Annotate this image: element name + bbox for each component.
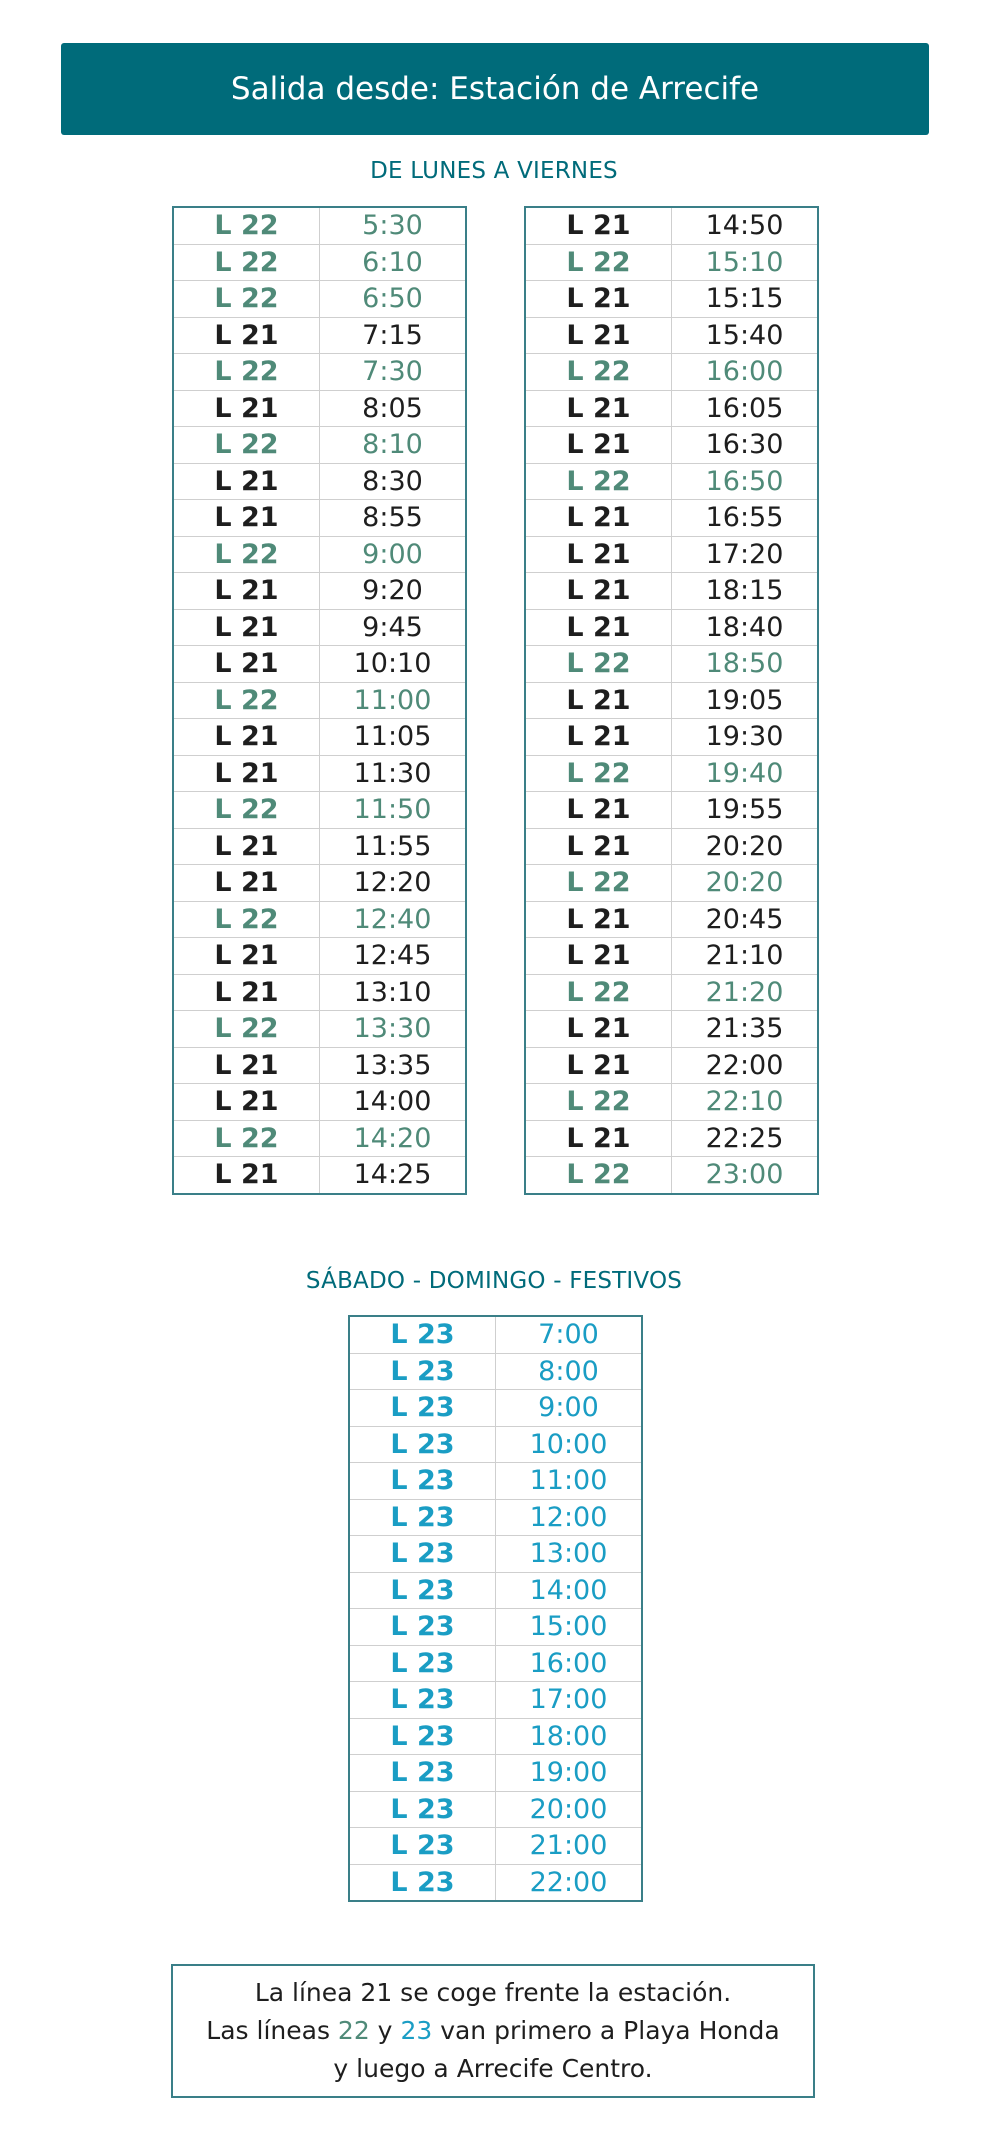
line-cell: L 22 xyxy=(525,354,672,391)
schedule-row xyxy=(173,536,466,573)
schedule-row xyxy=(349,1390,642,1427)
time-cell: 14:25 xyxy=(320,1157,467,1194)
schedule-row xyxy=(173,792,466,829)
schedule-row xyxy=(173,354,466,391)
schedule-row xyxy=(349,1353,642,1390)
time-cell: 14:00 xyxy=(496,1572,643,1609)
info-note xyxy=(171,1964,815,2098)
time-cell: 19:30 xyxy=(672,719,819,756)
time-cell: 14:20 xyxy=(320,1120,467,1157)
time-cell: 19:55 xyxy=(672,792,819,829)
schedule-row xyxy=(525,390,818,427)
time-cell: 11:30 xyxy=(320,755,467,792)
schedule-row xyxy=(349,1718,642,1755)
time-cell: 12:00 xyxy=(496,1499,643,1536)
schedule-row xyxy=(525,463,818,500)
schedule-row xyxy=(173,1047,466,1084)
time-cell: 19:00 xyxy=(496,1755,643,1792)
line-cell: L 22 xyxy=(173,1120,320,1157)
time-cell: 8:30 xyxy=(320,463,467,500)
schedule-row xyxy=(525,427,818,464)
line-cell: L 21 xyxy=(525,317,672,354)
schedule-row xyxy=(173,646,466,683)
time-cell: 11:00 xyxy=(320,682,467,719)
line-cell: L 21 xyxy=(525,938,672,975)
schedule-row xyxy=(173,207,466,244)
line-cell: L 21 xyxy=(525,792,672,829)
weekend-body xyxy=(349,1316,642,1901)
line-cell: L 21 xyxy=(173,755,320,792)
line-cell: L 21 xyxy=(173,828,320,865)
weekday-schedule-left xyxy=(172,206,467,1195)
line-cell: L 21 xyxy=(173,938,320,975)
line-cell: L 23 xyxy=(349,1755,496,1792)
line-cell: L 23 xyxy=(349,1609,496,1646)
time-cell: 7:15 xyxy=(320,317,467,354)
time-cell: 9:00 xyxy=(320,536,467,573)
schedule-row xyxy=(525,719,818,756)
time-cell: 13:00 xyxy=(496,1536,643,1573)
line-cell: L 23 xyxy=(349,1718,496,1755)
schedule-row xyxy=(349,1791,642,1828)
line-cell: L 21 xyxy=(525,1047,672,1084)
line-cell: L 23 xyxy=(349,1499,496,1536)
time-cell: 14:50 xyxy=(672,207,819,244)
line-cell: L 22 xyxy=(173,1011,320,1048)
schedule-row xyxy=(525,536,818,573)
time-cell: 19:40 xyxy=(672,755,819,792)
schedule-row xyxy=(349,1682,642,1719)
time-cell: 19:05 xyxy=(672,682,819,719)
weekend-schedule xyxy=(348,1315,643,1902)
time-cell: 10:10 xyxy=(320,646,467,683)
time-cell: 9:20 xyxy=(320,573,467,610)
time-cell: 20:20 xyxy=(672,865,819,902)
time-cell: 15:10 xyxy=(672,244,819,281)
schedule-row xyxy=(525,938,818,975)
time-cell: 21:00 xyxy=(496,1828,643,1865)
schedule-row xyxy=(173,1011,466,1048)
schedule-row xyxy=(525,354,818,391)
line-cell: L 21 xyxy=(525,828,672,865)
line-cell: L 21 xyxy=(525,901,672,938)
line-cell: L 21 xyxy=(525,281,672,318)
schedule-row xyxy=(525,792,818,829)
line-cell: L 21 xyxy=(525,500,672,537)
schedule-row xyxy=(173,755,466,792)
time-cell: 9:00 xyxy=(496,1390,643,1427)
line-cell: L 22 xyxy=(173,244,320,281)
line-cell: L 23 xyxy=(349,1426,496,1463)
time-cell: 22:00 xyxy=(672,1047,819,1084)
line-cell: L 22 xyxy=(525,974,672,1011)
line-cell: L 22 xyxy=(525,463,672,500)
line-cell: L 23 xyxy=(349,1463,496,1500)
time-cell: 13:10 xyxy=(320,974,467,1011)
schedule-row xyxy=(525,573,818,610)
note-line-2-mid: y xyxy=(369,2016,401,2045)
schedule-row xyxy=(173,244,466,281)
time-cell: 5:30 xyxy=(320,207,467,244)
time-cell: 16:55 xyxy=(672,500,819,537)
schedule-row xyxy=(349,1572,642,1609)
line-cell: L 22 xyxy=(525,244,672,281)
line-cell: L 23 xyxy=(349,1536,496,1573)
time-cell: 6:10 xyxy=(320,244,467,281)
time-cell: 16:00 xyxy=(496,1645,643,1682)
line-cell: L 22 xyxy=(173,281,320,318)
page-title: Salida desde: Estación de Arrecife xyxy=(61,43,929,135)
schedule-row xyxy=(525,682,818,719)
schedule-row xyxy=(525,974,818,1011)
line-cell: L 23 xyxy=(349,1353,496,1390)
line-cell: L 22 xyxy=(525,1157,672,1194)
schedule-row xyxy=(525,317,818,354)
line-cell: L 21 xyxy=(173,609,320,646)
time-cell: 11:50 xyxy=(320,792,467,829)
time-cell: 8:05 xyxy=(320,390,467,427)
weekend-section-title: SÁBADO - DOMINGO - FESTIVOS xyxy=(305,1268,683,1294)
schedule-row xyxy=(173,500,466,537)
line-cell: L 21 xyxy=(173,1047,320,1084)
note-line-23: 23 xyxy=(400,2016,433,2045)
schedule-row xyxy=(525,901,818,938)
time-cell: 12:20 xyxy=(320,865,467,902)
line-cell: L 22 xyxy=(173,536,320,573)
line-cell: L 21 xyxy=(525,427,672,464)
schedule-row xyxy=(525,207,818,244)
line-cell: L 21 xyxy=(525,390,672,427)
time-cell: 20:00 xyxy=(496,1791,643,1828)
time-cell: 7:00 xyxy=(496,1316,643,1353)
line-cell: L 21 xyxy=(173,974,320,1011)
line-cell: L 22 xyxy=(525,865,672,902)
line-cell: L 21 xyxy=(525,1011,672,1048)
line-cell: L 21 xyxy=(173,463,320,500)
schedule-row xyxy=(525,281,818,318)
time-cell: 11:55 xyxy=(320,828,467,865)
line-cell: L 23 xyxy=(349,1682,496,1719)
note-line-2-prefix: Las líneas xyxy=(206,2016,338,2045)
schedule-row xyxy=(173,390,466,427)
schedule-row xyxy=(349,1828,642,1865)
schedule-row xyxy=(525,609,818,646)
line-cell: L 23 xyxy=(349,1791,496,1828)
time-cell: 6:50 xyxy=(320,281,467,318)
weekday-right-body xyxy=(525,207,818,1194)
line-cell: L 21 xyxy=(173,865,320,902)
schedule-row xyxy=(349,1609,642,1646)
schedule-row xyxy=(525,1047,818,1084)
line-cell: L 21 xyxy=(173,317,320,354)
schedule-row xyxy=(173,609,466,646)
line-cell: L 21 xyxy=(173,573,320,610)
schedule-row xyxy=(525,646,818,683)
time-cell: 18:40 xyxy=(672,609,819,646)
schedule-row xyxy=(525,828,818,865)
line-cell: L 22 xyxy=(173,792,320,829)
time-cell: 21:35 xyxy=(672,1011,819,1048)
schedule-row xyxy=(173,1084,466,1121)
line-cell: L 22 xyxy=(525,755,672,792)
schedule-row xyxy=(349,1316,642,1353)
weekday-schedule-right xyxy=(524,206,819,1195)
time-cell: 10:00 xyxy=(496,1426,643,1463)
schedule-row xyxy=(173,682,466,719)
schedule-row xyxy=(173,317,466,354)
schedule-row xyxy=(173,938,466,975)
time-cell: 17:20 xyxy=(672,536,819,573)
schedule-row xyxy=(525,1084,818,1121)
line-cell: L 21 xyxy=(525,682,672,719)
schedule-row xyxy=(173,463,466,500)
time-cell: 12:40 xyxy=(320,901,467,938)
schedule-row xyxy=(173,573,466,610)
time-cell: 22:25 xyxy=(672,1120,819,1157)
schedule-row xyxy=(349,1645,642,1682)
schedule-row xyxy=(349,1463,642,1500)
line-cell: L 21 xyxy=(173,390,320,427)
schedule-row xyxy=(525,1157,818,1194)
note-line-22: 22 xyxy=(337,2016,370,2045)
time-cell: 15:00 xyxy=(496,1609,643,1646)
time-cell: 12:45 xyxy=(320,938,467,975)
line-cell: L 21 xyxy=(525,1120,672,1157)
line-cell: L 23 xyxy=(349,1390,496,1427)
line-cell: L 22 xyxy=(173,427,320,464)
time-cell: 16:00 xyxy=(672,354,819,391)
time-cell: 22:10 xyxy=(672,1084,819,1121)
schedule-row xyxy=(525,500,818,537)
schedule-row xyxy=(173,427,466,464)
weekday-left-body xyxy=(173,207,466,1194)
schedule-row xyxy=(173,1120,466,1157)
time-cell: 14:00 xyxy=(320,1084,467,1121)
line-cell: L 22 xyxy=(525,646,672,683)
line-cell: L 22 xyxy=(525,1084,672,1121)
schedule-row xyxy=(173,974,466,1011)
time-cell: 8:00 xyxy=(496,1353,643,1390)
line-cell: L 21 xyxy=(525,609,672,646)
time-cell: 18:15 xyxy=(672,573,819,610)
line-cell: L 22 xyxy=(173,207,320,244)
weekday-section-title: DE LUNES A VIERNES xyxy=(370,158,618,184)
time-cell: 21:20 xyxy=(672,974,819,1011)
schedule-row xyxy=(525,1120,818,1157)
note-line-3: y luego a Arrecife Centro. xyxy=(333,2054,653,2083)
time-cell: 11:05 xyxy=(320,719,467,756)
note-line-1: La línea 21 se coge frente la estación. xyxy=(254,1978,732,2007)
line-cell: L 23 xyxy=(349,1645,496,1682)
time-cell: 20:45 xyxy=(672,901,819,938)
time-cell: 21:10 xyxy=(672,938,819,975)
line-cell: L 23 xyxy=(349,1828,496,1865)
schedule-row xyxy=(173,281,466,318)
schedule-row xyxy=(525,865,818,902)
schedule-row xyxy=(349,1864,642,1901)
time-cell: 13:30 xyxy=(320,1011,467,1048)
schedule-row xyxy=(349,1499,642,1536)
time-cell: 20:20 xyxy=(672,828,819,865)
line-cell: L 21 xyxy=(173,646,320,683)
line-cell: L 21 xyxy=(173,500,320,537)
schedule-row xyxy=(173,1157,466,1194)
line-cell: L 23 xyxy=(349,1572,496,1609)
line-cell: L 23 xyxy=(349,1316,496,1353)
schedule-row xyxy=(173,865,466,902)
time-cell: 11:00 xyxy=(496,1463,643,1500)
time-cell: 9:45 xyxy=(320,609,467,646)
time-cell: 22:00 xyxy=(496,1864,643,1901)
time-cell: 7:30 xyxy=(320,354,467,391)
schedule-row xyxy=(349,1536,642,1573)
time-cell: 23:00 xyxy=(672,1157,819,1194)
time-cell: 16:05 xyxy=(672,390,819,427)
time-cell: 16:30 xyxy=(672,427,819,464)
note-line-2 xyxy=(173,2012,813,2050)
schedule-row xyxy=(173,828,466,865)
time-cell: 16:50 xyxy=(672,463,819,500)
line-cell: L 22 xyxy=(173,354,320,391)
time-cell: 13:35 xyxy=(320,1047,467,1084)
time-cell: 8:55 xyxy=(320,500,467,537)
schedule-row xyxy=(525,244,818,281)
line-cell: L 21 xyxy=(525,719,672,756)
schedule-row xyxy=(349,1426,642,1463)
line-cell: L 21 xyxy=(173,1084,320,1121)
time-cell: 18:00 xyxy=(496,1718,643,1755)
schedule-row xyxy=(173,719,466,756)
line-cell: L 21 xyxy=(525,207,672,244)
line-cell: L 21 xyxy=(173,719,320,756)
schedule-row xyxy=(173,901,466,938)
time-cell: 18:50 xyxy=(672,646,819,683)
schedule-row xyxy=(525,1011,818,1048)
note-line-2-suffix: van primero a Playa Honda xyxy=(432,2016,780,2045)
time-cell: 15:15 xyxy=(672,281,819,318)
line-cell: L 22 xyxy=(173,901,320,938)
schedule-row xyxy=(349,1755,642,1792)
schedule-row xyxy=(525,755,818,792)
line-cell: L 23 xyxy=(349,1864,496,1901)
time-cell: 15:40 xyxy=(672,317,819,354)
time-cell: 8:10 xyxy=(320,427,467,464)
line-cell: L 21 xyxy=(173,1157,320,1194)
line-cell: L 22 xyxy=(173,682,320,719)
line-cell: L 21 xyxy=(525,573,672,610)
line-cell: L 21 xyxy=(525,536,672,573)
time-cell: 17:00 xyxy=(496,1682,643,1719)
